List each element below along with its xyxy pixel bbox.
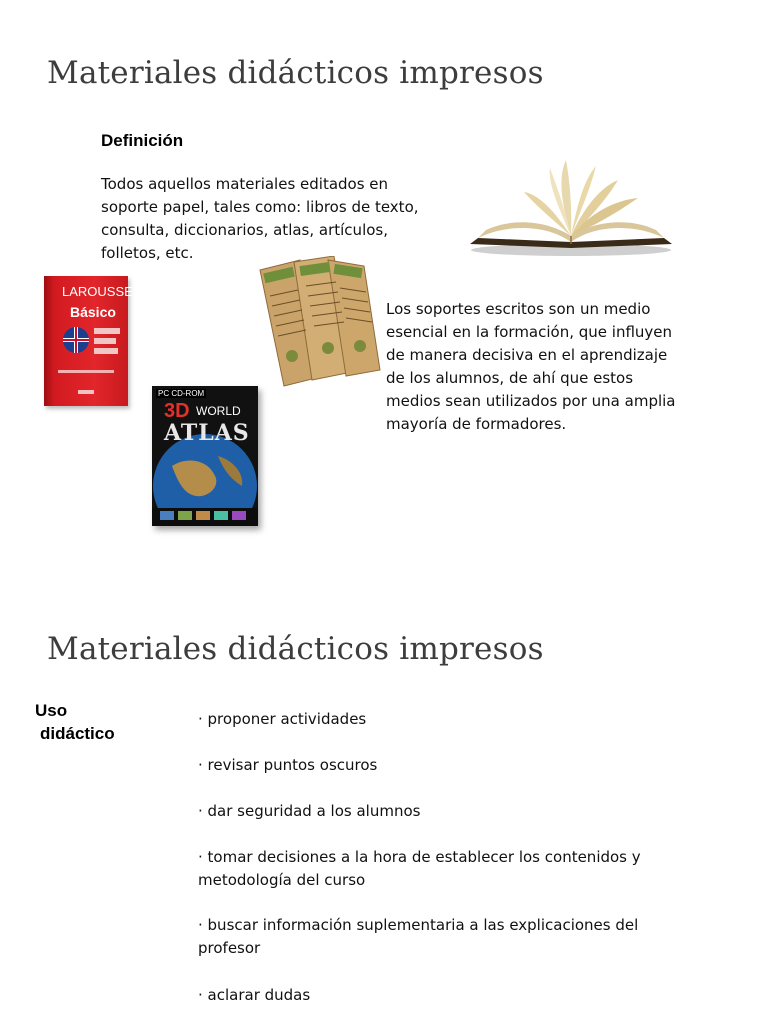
atlas-image xyxy=(152,386,258,526)
slide-1-title: Materiales didácticos impresos xyxy=(47,55,544,91)
bullet-item: · dar seguridad a los alumnos xyxy=(198,802,421,820)
support-text: Los soportes escritos son un medio esencial en la formación, que influyen de manera decisiva en el aprendizaje de los alumnos, de ahí que estos medios sean utilizados por una amplia mayoría de formadores. xyxy=(386,300,676,433)
slide-2-title: Materiales didácticos impresos xyxy=(47,631,544,667)
bullet-item: · aclarar dudas xyxy=(198,986,311,1004)
bullet-item: · tomar decisiones a la hora de establecer los contenidos y metodología del curso xyxy=(198,848,641,889)
open-book-image xyxy=(466,132,676,260)
atlas-badge: PC CD-ROM xyxy=(158,389,205,398)
brochures-image xyxy=(254,256,384,390)
dictionary-title: Básico xyxy=(70,304,116,320)
atlas-title-world: WORLD xyxy=(196,404,241,418)
dictionary-brand: LAROUSSE xyxy=(62,284,133,299)
use-heading-line2: didáctico xyxy=(40,724,115,743)
dictionary-image xyxy=(44,276,133,406)
definition-text: Todos aquellos materiales editados en soporte papel, tales como: libros de texto, consulta, diccionarios, atlas, artículos, folletos, etc. xyxy=(101,175,419,262)
flag-icon xyxy=(62,326,90,354)
atlas-title-atlas: ATLAS xyxy=(164,420,250,446)
bullet-item: · buscar información suplementaria a las explicaciones del profesor xyxy=(198,916,639,957)
atlas-title-3d: 3D xyxy=(164,400,190,422)
use-heading-line1: Uso xyxy=(35,701,68,720)
bullet-item: · revisar puntos oscuros xyxy=(198,756,378,774)
bullet-item: · proponer actividades xyxy=(198,710,367,728)
definition-heading: Definición xyxy=(101,131,184,150)
